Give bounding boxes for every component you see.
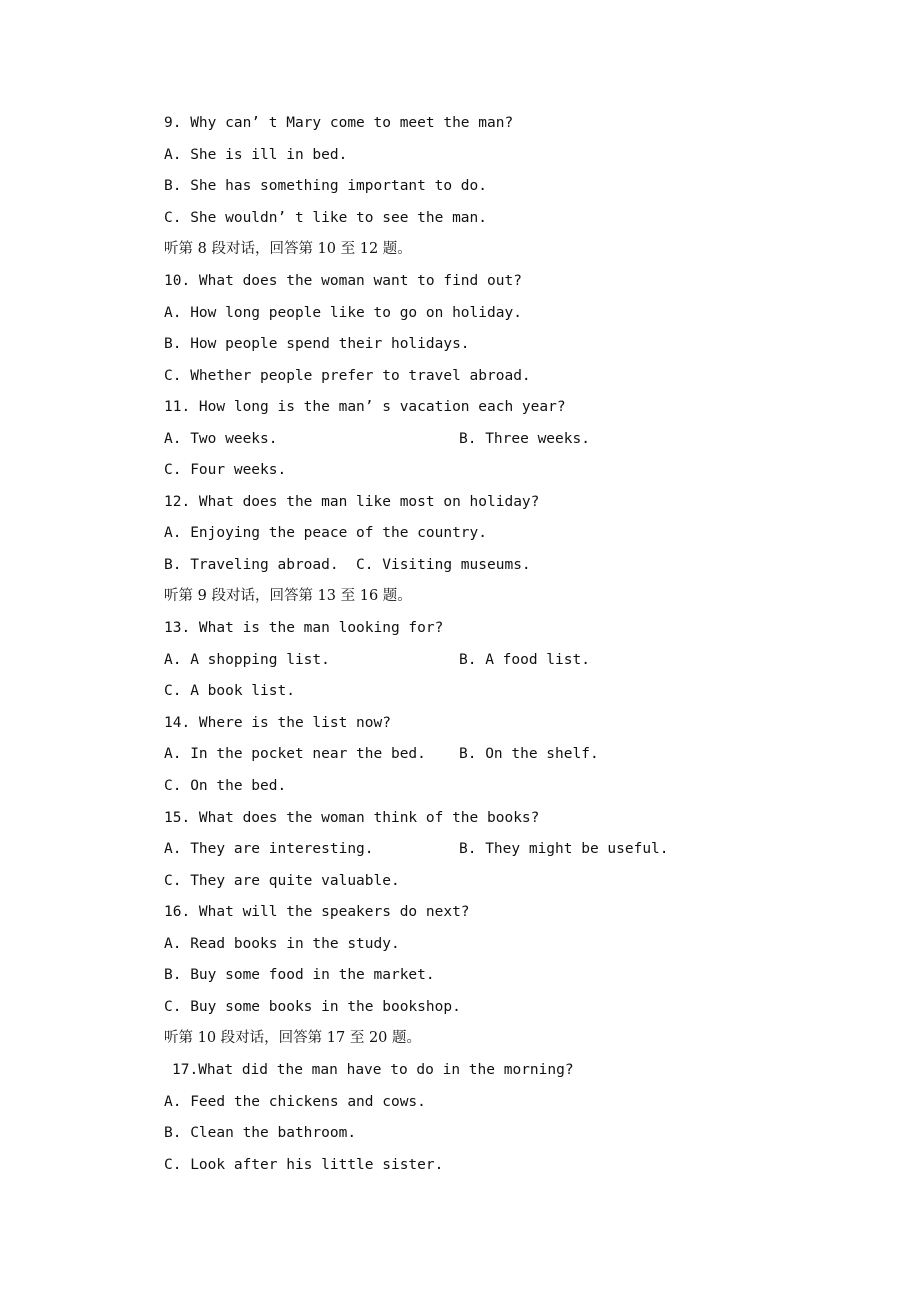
q11-option-a: A. Two weeks. [164,431,278,447]
section-header-9: 听第 9 段对话，回答第 13 至 16 题。 [164,588,412,604]
section-header-10: 听第 10 段对话，回答第 17 至 20 题。 [164,1030,422,1046]
q13-option-c: C. A book list. [164,683,295,699]
question-12: 12. What does the man like most on holiday? [164,494,540,510]
q15-option-c: C. They are quite valuable. [164,873,400,889]
q15-option-a: A. They are interesting. [164,841,374,857]
q16-option-b: B. Buy some food in the market. [164,967,435,983]
q12-option-a: A. Enjoying the peace of the country. [164,525,488,541]
q12-options-b-c: B. Traveling abroad. C. Visiting museums. [164,557,531,573]
q13-option-a: A. A shopping list. [164,652,330,668]
question-16: 16. What will the speakers do next? [164,904,470,920]
q14-option-b: B. On the shelf. [459,746,599,762]
q9-option-b: B. She has something important to do. [164,178,488,194]
q16-option-a: A. Read books in the study. [164,936,400,952]
section-header-8: 听第 8 段对话，回答第 10 至 12 题。 [164,241,412,257]
q11-option-b: B. Three weeks. [459,431,590,447]
question-15: 15. What does the woman think of the books? [164,810,540,826]
q10-option-b: B. How people spend their holidays. [164,336,470,352]
q14-option-a: A. In the pocket near the bed. [164,746,426,762]
question-13: 13. What is the man looking for? [164,620,444,636]
q9-option-a: A. She is ill in bed. [164,147,348,163]
question-9: 9. Why can’ t Mary come to meet the man? [164,115,514,131]
q14-option-c: C. On the bed. [164,778,287,794]
q10-option-a: A. How long people like to go on holiday. [164,305,522,321]
q15-option-b: B. They might be useful. [459,841,669,857]
q9-option-c: C. She wouldn’ t like to see the man. [164,210,488,226]
q17-option-a: A. Feed the chickens and cows. [164,1094,426,1110]
q17-option-c: C. Look after his little sister. [164,1157,444,1173]
q10-option-c: C. Whether people prefer to travel abroad. [164,368,531,384]
question-11: 11. How long is the man’ s vacation each year? [164,399,566,415]
question-17: 17.What did the man have to do in the morning? [172,1062,574,1078]
q16-option-c: C. Buy some books in the bookshop. [164,999,461,1015]
question-14: 14. Where is the list now? [164,715,391,731]
q17-option-b: B. Clean the bathroom. [164,1125,357,1141]
question-10: 10. What does the woman want to find out? [164,273,522,289]
q13-option-b: B. A food list. [459,652,590,668]
q11-option-c: C. Four weeks. [164,462,287,478]
